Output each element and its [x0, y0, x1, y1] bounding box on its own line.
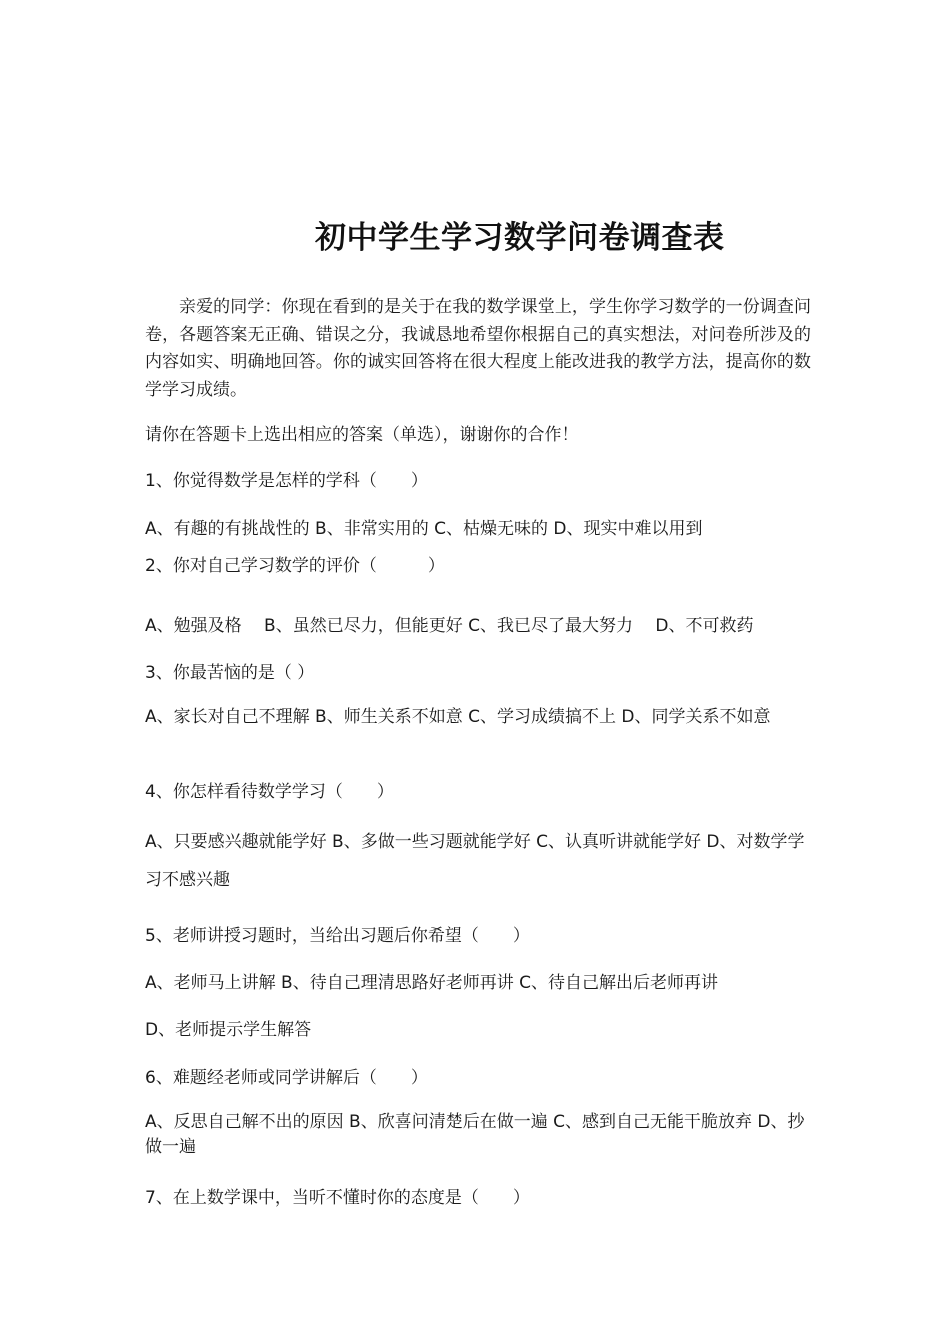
question-4: 4、你怎样看待数学学习（ ） — [145, 782, 394, 802]
question-5-options: A、老师马上讲解 B、待自己理清思路好老师再讲 C、待自己解出后老师再讲 — [145, 973, 718, 993]
question-3-options: A、家长对自己不理解 B、师生关系不如意 C、学习成绩搞不上 D、同学关系不如意 — [145, 707, 771, 727]
question-7: 7、在上数学课中，当听不懂时你的态度是（ ） — [145, 1188, 530, 1208]
question-3: 3、你最苦恼的是（ ） — [145, 663, 315, 683]
question-5-option-d: D、老师提示学生解答 — [145, 1020, 312, 1040]
question-5: 5、老师讲授习题时，当给出习题后你希望（ ） — [145, 926, 530, 946]
intro-paragraph: 亲爱的同学：你现在看到的是关于在我的数学课堂上，学生你学习数学的一份调查问卷，各题答案无正确、错误之分，我诚恳地希望你根据自己的真实想法，对问卷所涉及的内容如实、明确地回答。你的诚实回答将在很大程度上能改进我的教学方法，提高你的数学学习成绩。 — [145, 297, 811, 400]
document-title: 初中学生学习数学问卷调查表 — [315, 220, 725, 256]
instruction-text: 请你在答题卡上选出相应的答案（单选），谢谢你的合作！ — [145, 425, 579, 445]
question-4-options: A、只要感兴趣就能学好 B、多做一些习题就能学好 C、认真听讲就能学好 D、对数学学习不感兴趣 — [145, 832, 805, 890]
question-6-options: A、反思自己解不出的原因 B、欣喜问清楚后在做一遍 C、感到自己无能干脆放弃 D、抄做一遍 — [145, 1112, 805, 1157]
question-2: 2、你对自己学习数学的评价（ ） — [145, 556, 445, 576]
question-1: 1、你觉得数学是怎样的学科（ ） — [145, 471, 428, 491]
question-1-options: A、有趣的有挑战性的 B、非常实用的 C、枯燥无味的 D、现实中难以用到 — [145, 519, 703, 539]
question-2-options: A、勉强及格 B、虽然已尽力，但能更好 C、我已尽了最大努力 D、不可救药 — [145, 616, 754, 636]
question-6: 6、难题经老师或同学讲解后（ ） — [145, 1068, 428, 1088]
